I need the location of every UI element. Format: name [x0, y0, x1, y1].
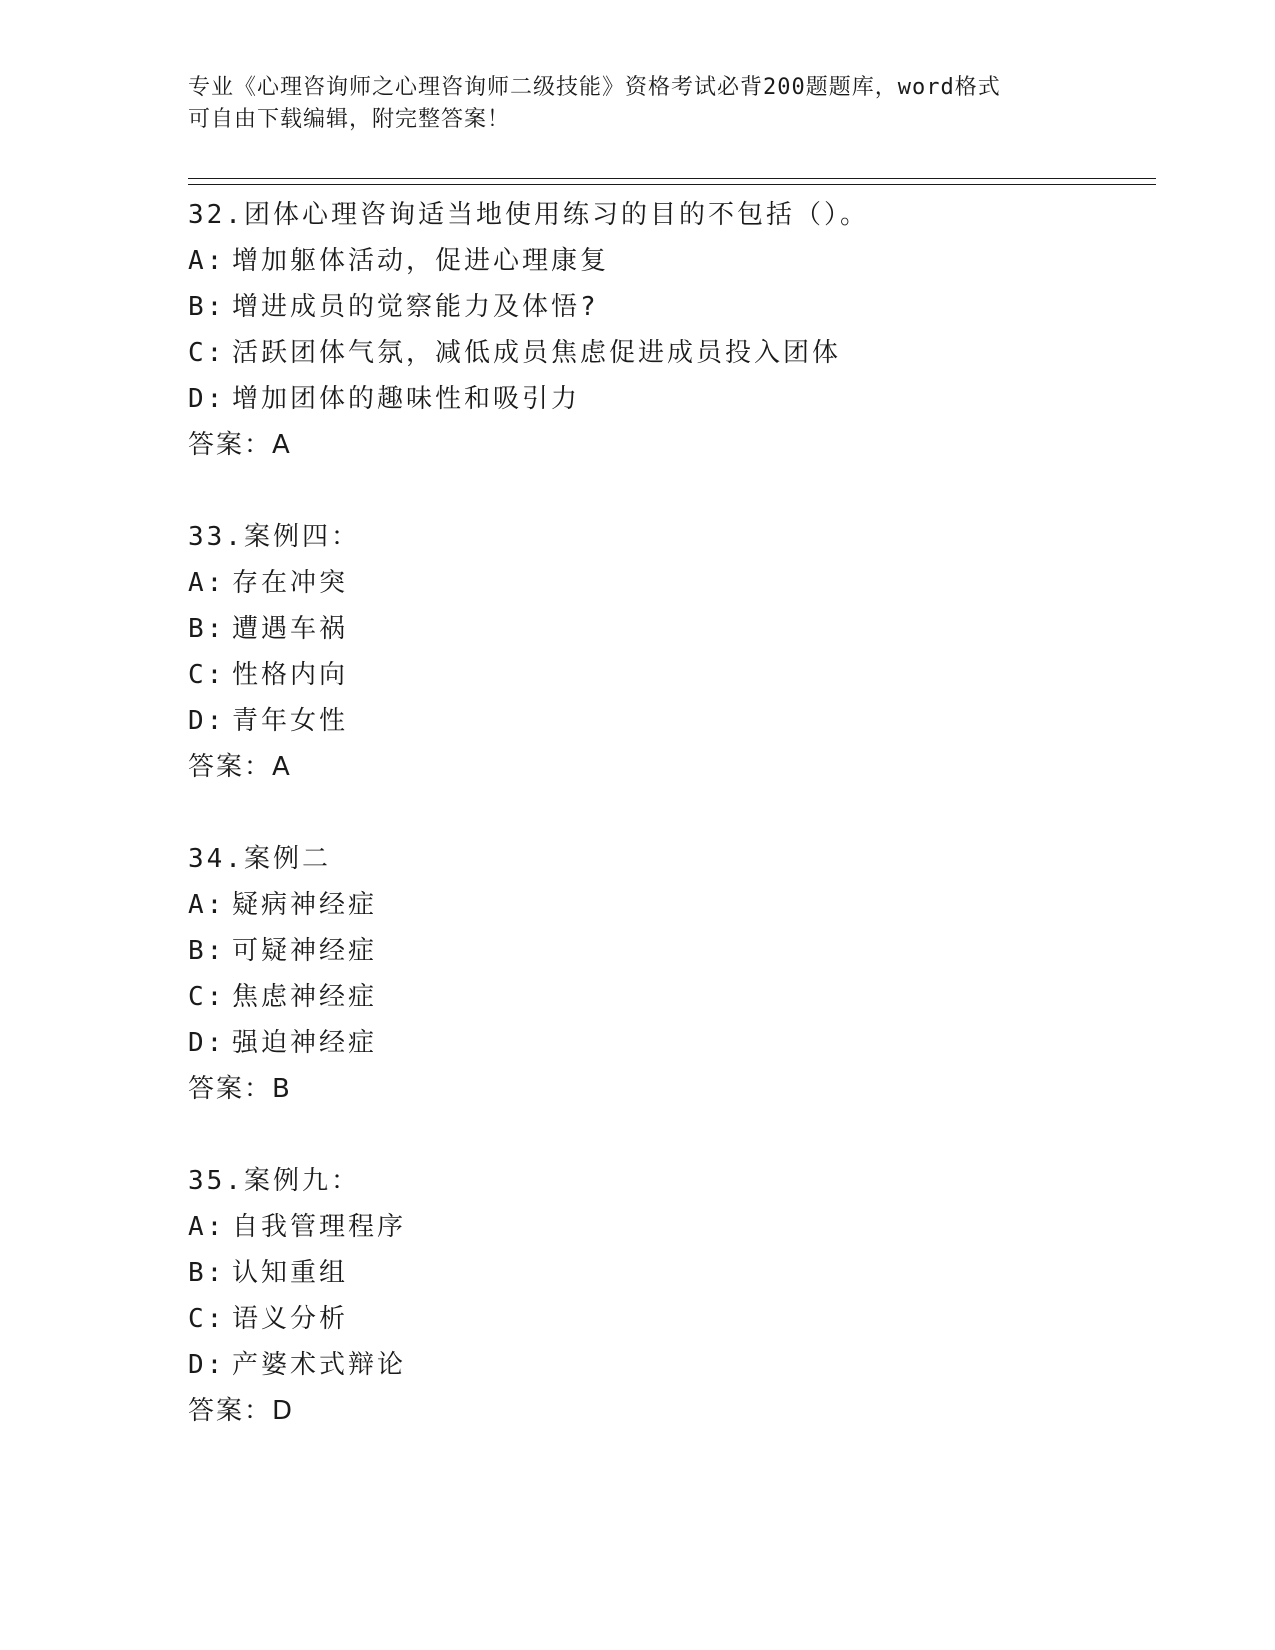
question-stem: 35.案例九：	[188, 1166, 360, 1196]
option-text: 增加团体的趣味性和吸引力	[232, 384, 581, 414]
option-text: 疑病神经症	[232, 890, 378, 920]
question-list	[188, 192, 1156, 1480]
header-divider-top	[188, 178, 1156, 179]
option-text: 认知重组	[232, 1258, 349, 1288]
option-d	[188, 376, 1156, 422]
option-letter: B:	[188, 936, 226, 966]
option-text: 遭遇车祸	[232, 614, 349, 644]
question-33	[188, 514, 1156, 790]
option-letter: A:	[188, 568, 226, 598]
option-b	[188, 928, 1156, 974]
answer-line: 答案：B	[188, 1074, 292, 1104]
option-c	[188, 974, 1156, 1020]
option-d	[188, 1342, 1156, 1388]
option-text: 可疑神经症	[232, 936, 378, 966]
option-letter: B:	[188, 614, 226, 644]
header-line-1: 专业《心理咨询师之心理咨询师二级技能》资格考试必背200题题库，word格式	[188, 75, 1001, 100]
option-letter: D:	[188, 1350, 226, 1380]
option-letter: C:	[188, 982, 226, 1012]
question-34	[188, 836, 1156, 1112]
option-text: 活跃团体气氛，减低成员焦虑促进成员投入团体	[232, 338, 842, 368]
option-text: 青年女性	[232, 706, 349, 736]
header-divider-bottom	[188, 184, 1156, 185]
option-letter: C:	[188, 338, 226, 368]
option-letter: A:	[188, 246, 226, 276]
option-letter: B:	[188, 292, 226, 322]
option-text: 焦虑神经症	[232, 982, 378, 1012]
document-header	[188, 72, 1088, 136]
option-c	[188, 330, 1156, 376]
question-stem: 33.案例四：	[188, 522, 360, 552]
answer-line: 答案：A	[188, 752, 292, 782]
option-letter: C:	[188, 1304, 226, 1334]
option-a	[188, 1204, 1156, 1250]
header-line-2: 可自由下载编辑，附完整答案！	[188, 107, 511, 132]
option-letter: A:	[188, 1212, 226, 1242]
option-a	[188, 882, 1156, 928]
option-b	[188, 284, 1156, 330]
option-text: 性格内向	[232, 660, 349, 690]
question-35	[188, 1158, 1156, 1434]
question-stem: 34.案例二	[188, 844, 331, 874]
option-c	[188, 652, 1156, 698]
option-text: 产婆术式辩论	[232, 1350, 407, 1380]
option-a	[188, 560, 1156, 606]
option-a	[188, 238, 1156, 284]
question-32	[188, 192, 1156, 468]
option-b	[188, 606, 1156, 652]
option-d	[188, 1020, 1156, 1066]
option-text: 增加躯体活动，促进心理康复	[232, 246, 610, 276]
option-b	[188, 1250, 1156, 1296]
option-letter: B:	[188, 1258, 226, 1288]
option-letter: C:	[188, 660, 226, 690]
question-stem: 32.团体心理咨询适当地使用练习的目的不包括（）。	[188, 200, 869, 230]
option-text: 语义分析	[232, 1304, 349, 1334]
option-c	[188, 1296, 1156, 1342]
option-d	[188, 698, 1156, 744]
option-text: 强迫神经症	[232, 1028, 378, 1058]
option-letter: D:	[188, 706, 226, 736]
option-text: 自我管理程序	[232, 1212, 407, 1242]
option-text: 增进成员的觉察能力及体悟?	[232, 292, 599, 322]
answer-line: 答案：A	[188, 430, 292, 460]
option-letter: D:	[188, 384, 226, 414]
answer-line: 答案：D	[188, 1396, 295, 1426]
option-letter: D:	[188, 1028, 226, 1058]
option-text: 存在冲突	[232, 568, 349, 598]
option-letter: A:	[188, 890, 226, 920]
